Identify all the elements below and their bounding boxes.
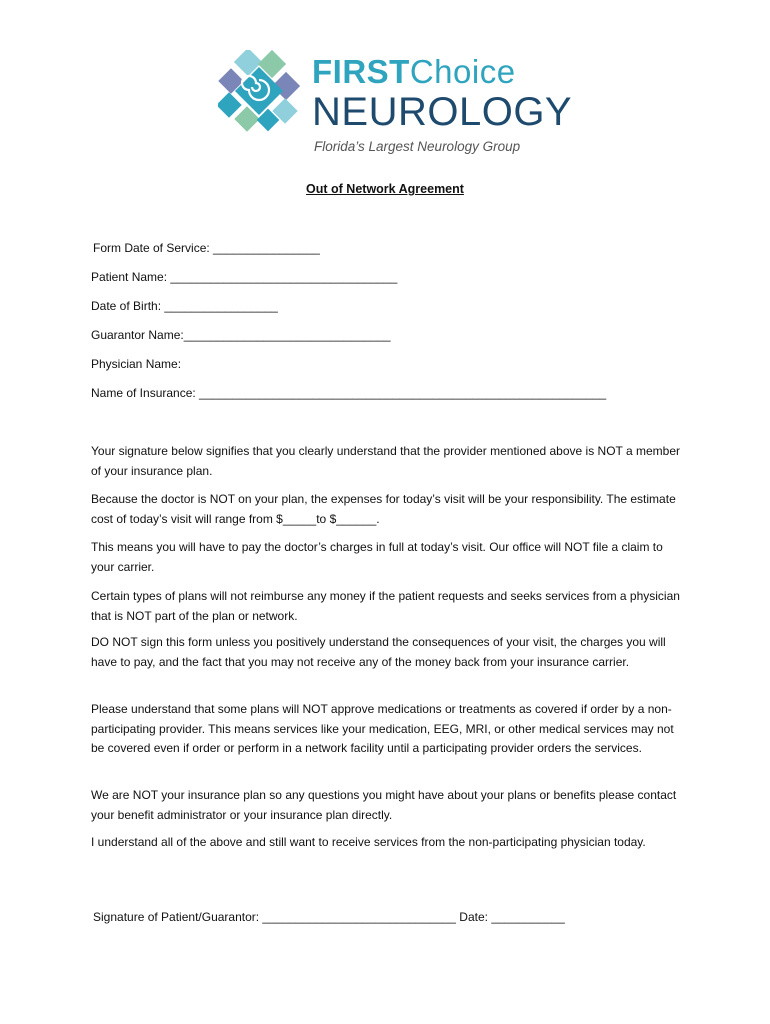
logo-neurology: NEUROLOGY (312, 90, 573, 134)
form-date-of-service-field[interactable]: Form Date of Service: ________________ (93, 241, 320, 255)
paragraph-do-not-sign: DO NOT sign this form unless you positively understand the consequences of your visit, the charges you will have to pay, and the fact that you may not receive any of the money back from your insurance carrier. (91, 635, 666, 669)
paragraph-pay-in-full: This means you will have to pay the doctor’s charges in full at today’s visit. Our office will NOT file a claim to your carrier. (91, 540, 663, 574)
logo-mark-icon (218, 50, 300, 132)
name-of-insurance-field[interactable]: Name of Insurance: _____________________________________________________________ (91, 386, 607, 400)
guarantor-name-field[interactable]: Guarantor Name:_______________________________ (91, 328, 391, 342)
signature-date-line[interactable]: Signature of Patient/Guarantor: _____________________________ Date: ___________ (93, 910, 565, 924)
date-of-birth-field[interactable]: Date of Birth: _________________ (91, 299, 278, 313)
paragraph-reimbursement: Certain types of plans will not reimburse any money if the patient requests and seeks services from a physician that is NOT part of the plan or network. (91, 589, 680, 623)
paragraph-medications: Please understand that some plans will NOT approve medications or treatments as covered if order by a non-participating provider. This means services like your medication, EEG, MRI, or other medical services may not be covered even if order or perform in a network facility until a participating provider orders the services. (91, 702, 674, 755)
paragraph-acknowledgement: I understand all of the above and still want to receive services from the non-participating physician today. (91, 835, 646, 849)
first-choice-neurology-logo (218, 44, 573, 156)
physician-name-field[interactable]: Physician Name: (91, 357, 182, 371)
paragraph-not-insurance-plan: We are NOT your insurance plan so any questions you might have about your plans or benefits please contact your benefit administrator or your insurance plan directly. (91, 788, 677, 822)
patient-name-field[interactable]: Patient Name: __________________________________ (91, 270, 398, 284)
paragraph-signature-notice: Your signature below signifies that you clearly understand that the provider mentioned above is NOT a member of your insurance plan. (91, 444, 680, 478)
logo-first-choice: FIRSTChoice (312, 53, 516, 90)
document-title: Out of Network Agreement (306, 182, 464, 196)
paragraph-responsibility: Because the doctor is NOT on your plan, the expenses for today’s visit will be your responsibility. The estimate cost of today’s visit will range from $_____to $______. (91, 492, 676, 526)
logo-tagline: Florida’s Largest Neurology Group (314, 139, 521, 154)
